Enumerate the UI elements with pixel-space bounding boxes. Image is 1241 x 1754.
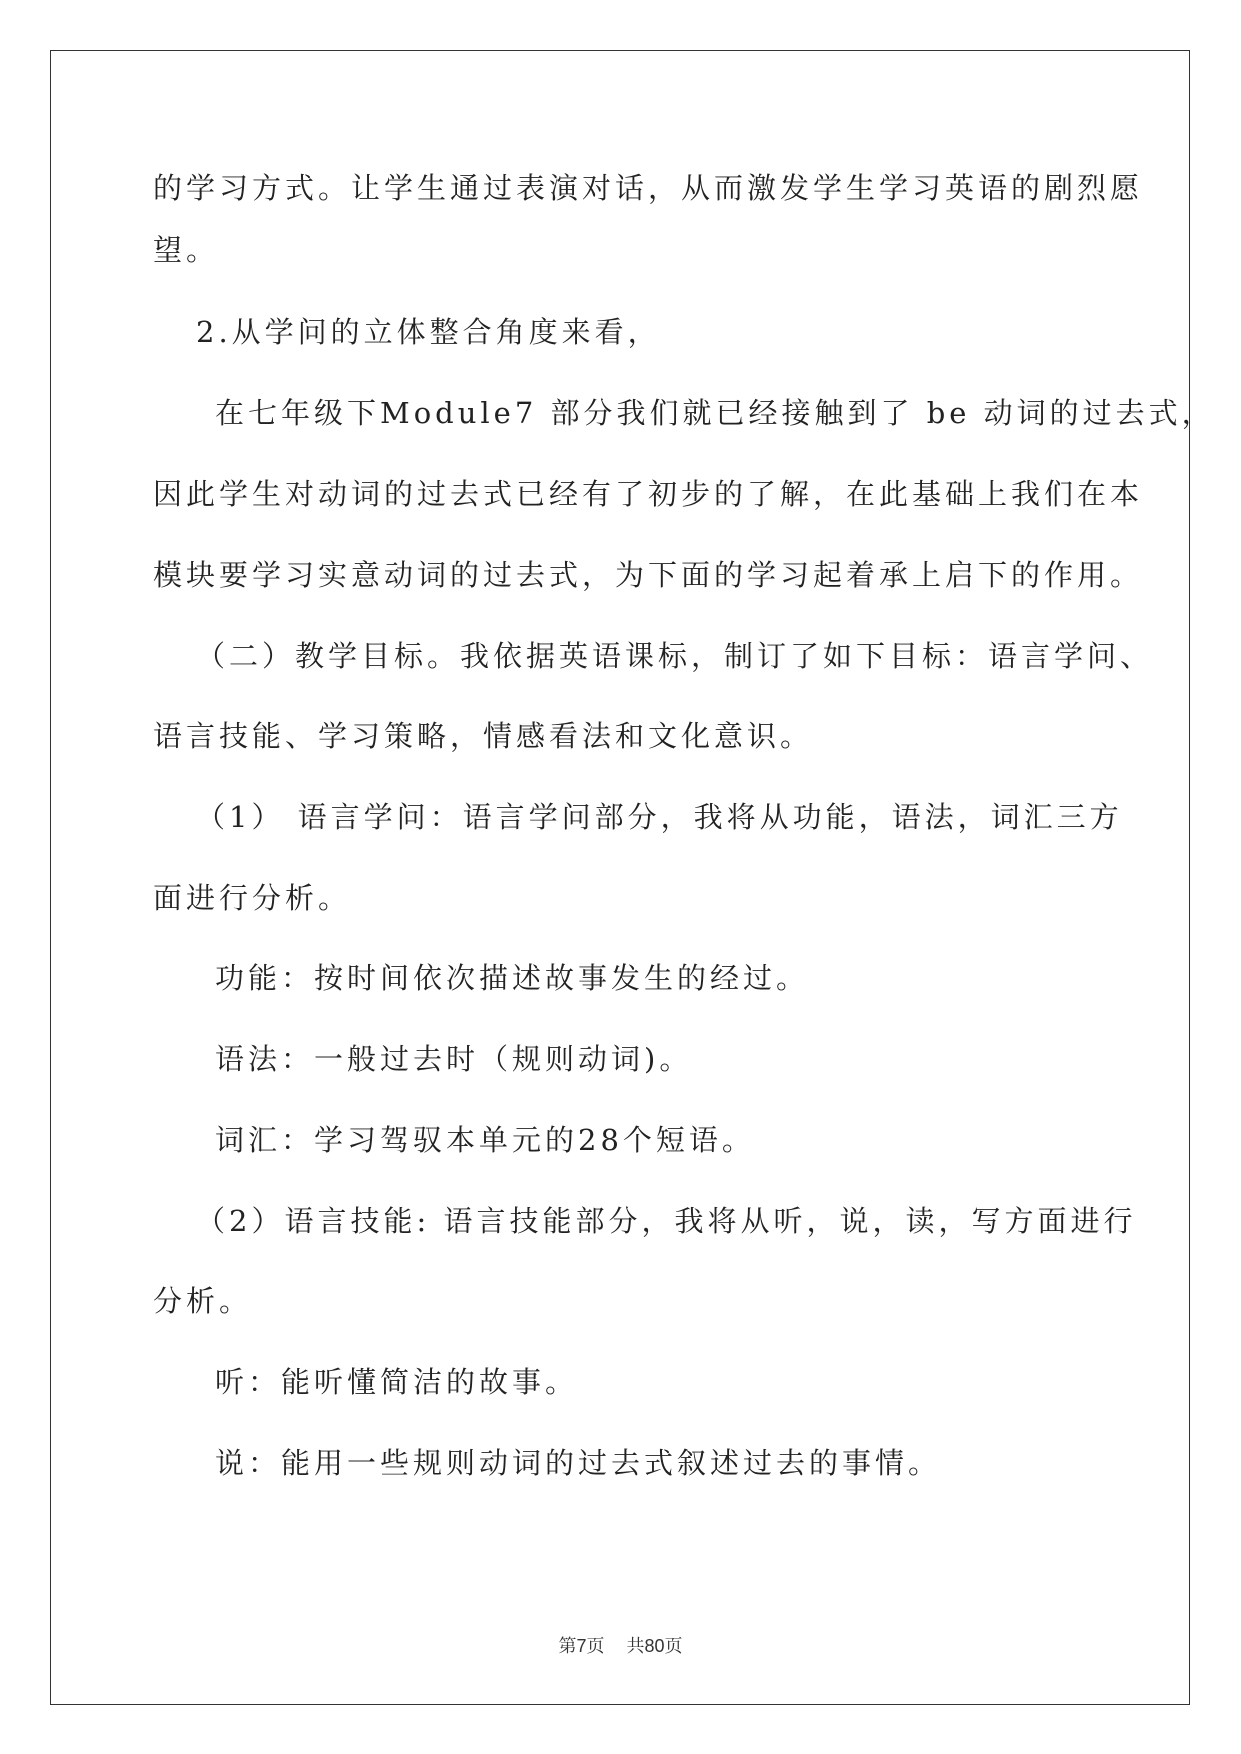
text-line-3: 2.从学问的立体整合角度来看， (196, 315, 661, 349)
text-line-5: 因此学生对动词的过去式已经有了初步的了解，在此基础上我们在本 (153, 477, 1144, 511)
text-line-8: 语言技能、学习策略，情感看法和文化意识。 (153, 719, 814, 753)
page-footer (0, 1632, 1241, 1658)
text-line-11: 功能：按时间依次描述故事发生的经过。 (215, 961, 810, 995)
text-line-1: 的学习方式。让学生通过表演对话，从而激发学生学习英语的剧烈愿 (153, 171, 1144, 205)
text-line-17: 说：能用一些规则动词的过去式叙述过去的事情。 (215, 1446, 942, 1480)
page-number: 第7页 (558, 1636, 605, 1656)
text-line-2: 望。 (153, 233, 220, 267)
text-line-13: 词汇：学习驾驭本单元的28个短语。 (215, 1123, 755, 1157)
text-line-4: 在七年级下Module7 部分我们就已经接触到了 be 动词的过去式， (215, 396, 1215, 430)
page-total: 共80页 (626, 1636, 683, 1656)
text-line-7: （二）教学目标。我依据英语课标，制订了如下目标：语言学问、 (196, 639, 1154, 673)
text-line-14: （2）语言技能: 语言技能部分，我将从听，说，读，写方面进行 (196, 1204, 1137, 1238)
text-line-12: 语法：一般过去时（规则动词)。 (215, 1042, 693, 1076)
text-line-16: 听：能听懂简洁的故事。 (215, 1365, 579, 1399)
text-line-9: （1） 语言学问：语言学问部分，我将从功能，语法，词汇三方 (196, 800, 1123, 834)
text-line-10: 面进行分析。 (153, 881, 352, 915)
text-line-6: 模块要学习实意动词的过去式，为下面的学习起着承上启下的作用。 (153, 558, 1144, 592)
text-line-15: 分析。 (153, 1284, 253, 1318)
